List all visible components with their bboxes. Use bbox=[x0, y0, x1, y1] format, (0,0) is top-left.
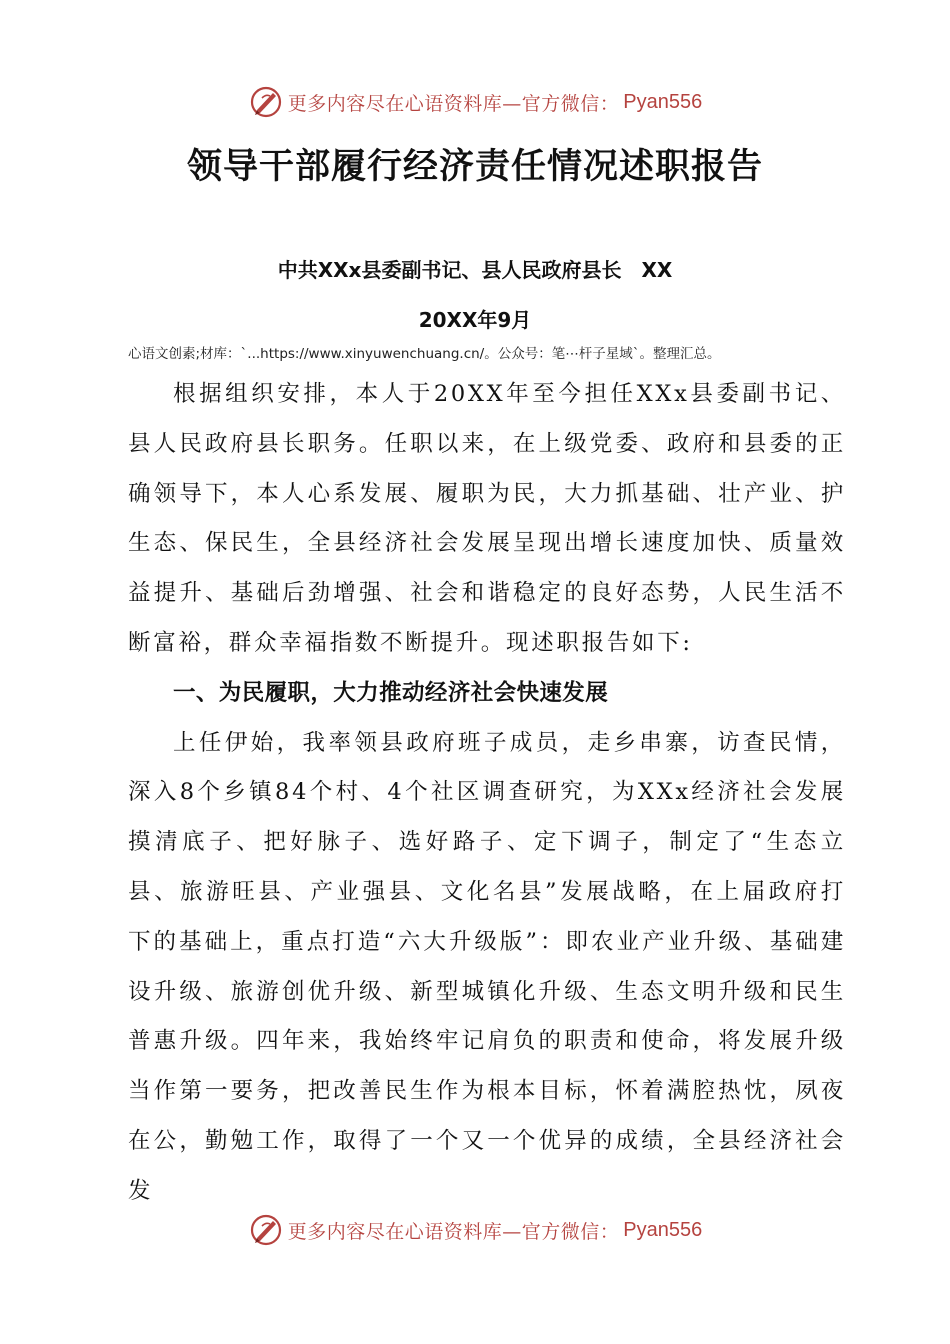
bottom-watermark-banner bbox=[0, 1210, 950, 1250]
watermark-text: 更多内容尽在心语资料库—官方微信： bbox=[287, 1220, 620, 1243]
date-line: 20XX年9月 bbox=[418, 308, 532, 332]
watermark-wechat-id: Pyan556 bbox=[623, 1218, 703, 1241]
body-paragraph-intro: 根据组织安排，本人于20XX年至今担任XXx县委副书记、县人民政府县长职务。任职以来，在上级党委、政府和县委的正确领导下，本人心系发展、履职为民，大力抓基础、壮产业、护生态、保民生，全县经济社会发展呈现出增长速度加快、质量效益提升、基础后劲增强、社会和谐稳定的良好态势，人民生活不断富裕，群众幸福指数不断提升。现述职报告如下: bbox=[128, 381, 846, 656]
watermark-text: 更多内容尽在心语资料库—官方微信： bbox=[287, 92, 620, 115]
author-line: 中共XXx县委副书记、县人民政府县长 XX bbox=[277, 258, 673, 282]
pen-logo-icon bbox=[248, 1212, 284, 1248]
body-paragraph-section-1: 上任伊始，我率领县政府班子成员，走乡串寨，访查民情，深入8个乡镇84个村、4个社区调查研究，为XXx经济社会发展摸清底子、把好脉子、选好路子、定下调子，制定了“生态立县、旅游旺县、产业强县、文化名县”发展战略，在上届政府打下的基础上，重点打造“六大升级版”：即农业产业升级、基础建设升级、旅游创优升级、新型城镇化升级、生态文明升级和民生普惠升级。四年来，我始终牢记肩负的职责和使命，将发展升级当作第一要务，把改善民生作为根本目标，怀着满腔热忱，夙夜在公，勤勉工作，取得了一个又一个优异的成绩，全县经济社会发 bbox=[128, 729, 846, 1204]
source-note: 心语文创素;材库：`...https://www.xinyuwenchuang.cn/。公众号：笔⋯杆子星域`。整理汇总。 bbox=[128, 346, 721, 362]
document-body bbox=[128, 370, 846, 1217]
pen-logo-icon bbox=[248, 84, 284, 120]
top-watermark-banner bbox=[0, 82, 950, 122]
section-heading-1: 一、为民履职，大力推动经济社会快速发展 bbox=[173, 679, 609, 706]
document-title: 领导干部履行经济责任情况述职报告 bbox=[186, 146, 763, 187]
watermark-wechat-id: Pyan556 bbox=[623, 90, 703, 113]
